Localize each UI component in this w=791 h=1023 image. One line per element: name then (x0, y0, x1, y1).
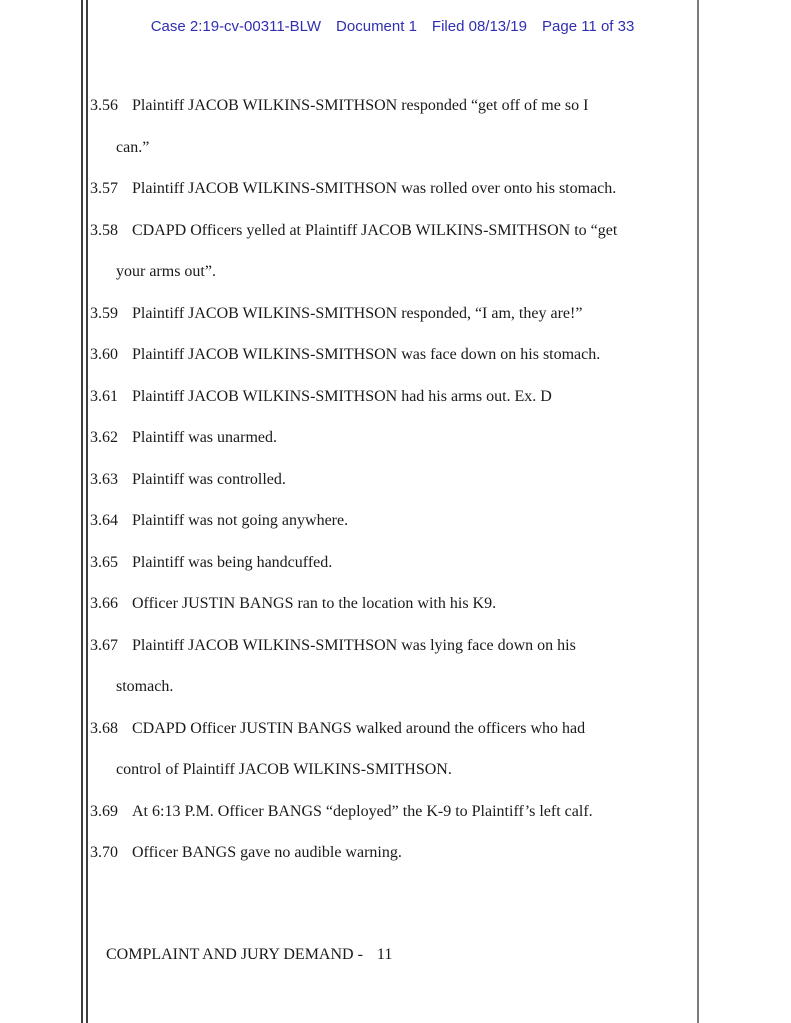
margin-line-number (0, 769, 75, 801)
pleading-text-line (90, 583, 697, 625)
pleading-text-line (90, 542, 697, 584)
paragraph-number: 3.63 (90, 470, 118, 488)
margin-line-number (0, 641, 75, 673)
margin-line-number (0, 481, 75, 513)
margin-line-number (0, 673, 75, 705)
paragraph-number: 3.62 (90, 429, 118, 446)
pleading-text-line (90, 625, 697, 667)
footer-label: COMPLAINT AND JURY DEMAND - (106, 946, 367, 963)
pleading-text-line (90, 417, 697, 459)
pleading-text-line (90, 832, 697, 874)
paragraph-text: Officer BANGS gave no audible warning. (132, 844, 402, 861)
paragraph-text: can.” (116, 138, 150, 156)
margin-line-number-column (0, 97, 75, 897)
paragraph-number: 3.57 (90, 180, 118, 197)
pleading-double-rule-right (86, 0, 88, 1023)
margin-line-number (0, 545, 75, 577)
pleading-text-line (90, 500, 697, 542)
paragraph-number: 3.58 (90, 221, 118, 239)
paragraph-number: 3.65 (90, 553, 118, 571)
margin-line-number (0, 385, 75, 417)
paragraph-text: CDAPD Officer JUSTIN BANGS walked around the officers who had (132, 719, 586, 737)
paragraph-text: stomach. (116, 678, 174, 695)
margin-line-number (0, 705, 75, 737)
pleading-text-line (90, 376, 697, 418)
complaint-body (90, 85, 697, 874)
paragraph-number: 3.70 (90, 844, 118, 861)
paragraph-text: your arms out”. (116, 263, 216, 280)
pleading-text-line (90, 791, 697, 833)
pleading-text-line (90, 85, 697, 127)
pleading-text-line (90, 168, 697, 210)
paragraph-text: control of Plaintiff JACOB WILKINS-SMITHSON. (116, 761, 452, 778)
margin-line-number (0, 129, 75, 161)
pleading-text-line (90, 708, 697, 750)
margin-line-number (0, 865, 75, 897)
margin-line-number (0, 257, 75, 289)
paragraph-number: 3.68 (90, 719, 118, 737)
paragraph-number: 3.59 (90, 304, 118, 322)
margin-line-number (0, 161, 75, 193)
margin-line-number (0, 193, 75, 225)
margin-line-number (0, 801, 75, 833)
case-number: Case 2:19-cv-00311-BLW (150, 18, 322, 35)
margin-line-number (0, 97, 75, 129)
paragraph-text: Plaintiff was being handcuffed. (132, 553, 333, 571)
document-number: Document 1 (336, 18, 417, 35)
paragraph-number: 3.60 (90, 346, 118, 363)
document-footer-title (90, 925, 392, 985)
margin-line-number (0, 321, 75, 353)
paragraph-text: Plaintiff JACOB WILKINS-SMITHSON was lying face down on his (132, 636, 576, 654)
paragraph-text: Plaintiff was unarmed. (132, 429, 278, 446)
pleading-text-line (90, 251, 697, 293)
paragraph-text: At 6:13 P.M. Officer BANGS “deployed” the K-9 to Plaintiff’s left calf. (132, 802, 593, 820)
margin-line-number (0, 417, 75, 449)
paragraph-number: 3.64 (90, 512, 118, 529)
margin-line-number (0, 737, 75, 769)
paragraph-text: Plaintiff JACOB WILKINS-SMITHSON had his arms out. Ex. D (132, 387, 552, 405)
paragraph-text: Plaintiff JACOB WILKINS-SMITHSON was face down on his stomach. (132, 346, 601, 363)
page-right-border-rule (697, 0, 699, 1023)
margin-line-number (0, 225, 75, 257)
paragraph-number: 3.67 (90, 636, 118, 654)
paragraph-number: 3.56 (90, 97, 118, 114)
pleading-text-line (90, 459, 697, 501)
margin-line-number (0, 833, 75, 865)
paragraph-number: 3.61 (90, 387, 118, 405)
paragraph-number: 3.66 (90, 595, 118, 612)
pleading-double-rule-left (81, 0, 83, 1023)
margin-line-number (0, 577, 75, 609)
pleading-text-line (90, 666, 697, 708)
paragraph-text: Plaintiff JACOB WILKINS-SMITHSON was rolled over onto his stomach. (132, 180, 617, 197)
paragraph-number: 3.69 (90, 802, 118, 820)
paragraph-text: Plaintiff JACOB WILKINS-SMITHSON responded, “I am, they are!” (132, 304, 583, 322)
margin-line-number (0, 449, 75, 481)
pleading-text-line (90, 334, 697, 376)
paragraph-text: Plaintiff JACOB WILKINS-SMITHSON responded “get off of me so I (132, 97, 589, 114)
margin-line-number (0, 609, 75, 641)
pleading-text-line (90, 293, 697, 335)
pleading-text-line (90, 127, 697, 169)
margin-line-number (0, 353, 75, 385)
footer-page-number: 11 (376, 946, 393, 963)
paragraph-text: Plaintiff was controlled. (132, 470, 286, 488)
margin-line-number (0, 513, 75, 545)
pleading-text-line (90, 749, 697, 791)
paragraph-text: Plaintiff was not going anywhere. (132, 512, 349, 529)
paragraph-text: CDAPD Officers yelled at Plaintiff JACOB WILKINS-SMITHSON to “get (132, 221, 618, 239)
filed-date: Filed 08/13/19 (431, 18, 527, 35)
margin-line-number (0, 289, 75, 321)
pleading-text-line (90, 210, 697, 252)
paragraph-text: Officer JUSTIN BANGS ran to the location with his K9. (132, 595, 497, 612)
page-count: Page 11 of 33 (542, 18, 635, 35)
case-stamp-header (88, 18, 697, 35)
